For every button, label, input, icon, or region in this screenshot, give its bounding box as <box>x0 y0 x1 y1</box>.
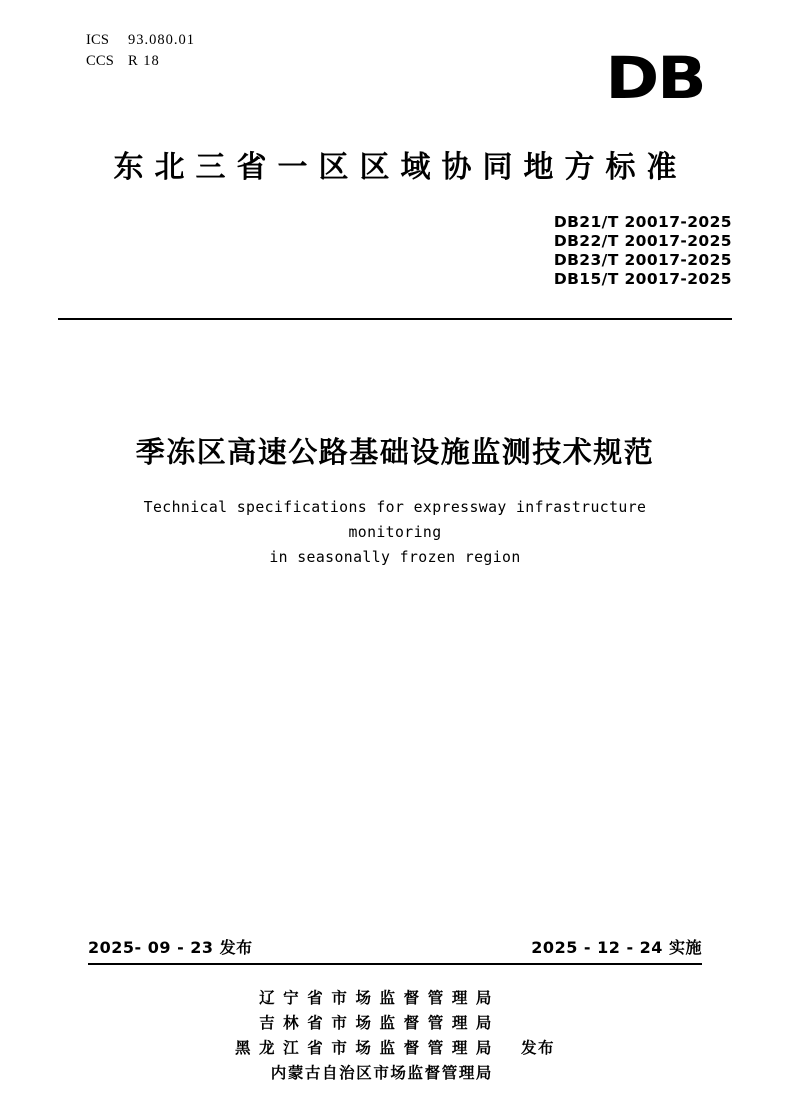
ics-label: ICS <box>86 32 110 48</box>
issuer-item: 内蒙古自治区市场监督管理局 <box>270 1064 494 1082</box>
document-title-english <box>100 495 690 570</box>
standard-number: DB15/T 20017-2025 <box>553 270 732 288</box>
classification-codes <box>86 30 195 72</box>
english-title-line-2: in seasonally frozen region <box>269 549 521 566</box>
issuer-item: 吉 林 省 市 场 监 督 管 理 局 <box>259 1014 494 1032</box>
standard-number: DB22/T 20017-2025 <box>553 232 732 250</box>
ccs-label: CCS <box>86 53 115 69</box>
date-row <box>88 935 702 958</box>
document-title-chinese: 季冻区高速公路基础设施监测技术规范 <box>135 435 655 469</box>
standard-number: DB21/T 20017-2025 <box>553 213 732 231</box>
publish-label: 发布 <box>521 1039 556 1057</box>
footer-divider <box>88 963 702 965</box>
implementation-date: 2025 - 12 - 24 实施 <box>531 938 702 957</box>
standard-number: DB23/T 20017-2025 <box>553 251 732 269</box>
header-divider <box>58 318 732 320</box>
standard-number-list <box>554 213 732 289</box>
standard-series-title: 东北三省一区区域协同地方标准 <box>113 150 688 185</box>
issuer-list <box>235 986 493 1086</box>
ccs-row <box>86 51 195 72</box>
ccs-value: R 18 <box>128 53 160 69</box>
ics-row <box>86 30 195 51</box>
issuer-block <box>0 986 790 1086</box>
ics-value: 93.080.01 <box>128 32 195 48</box>
issuer-item: 黑 龙 江 省 市 场 监 督 管 理 局 <box>234 1039 494 1057</box>
issue-date: 2025- 09 - 23 发布 <box>88 938 253 957</box>
issuer-item: 辽 宁 省 市 场 监 督 管 理 局 <box>259 989 494 1007</box>
english-title-line-1: Technical specifications for expressway infrastructure monitoring <box>143 499 647 541</box>
db-logo: DB <box>605 44 704 112</box>
